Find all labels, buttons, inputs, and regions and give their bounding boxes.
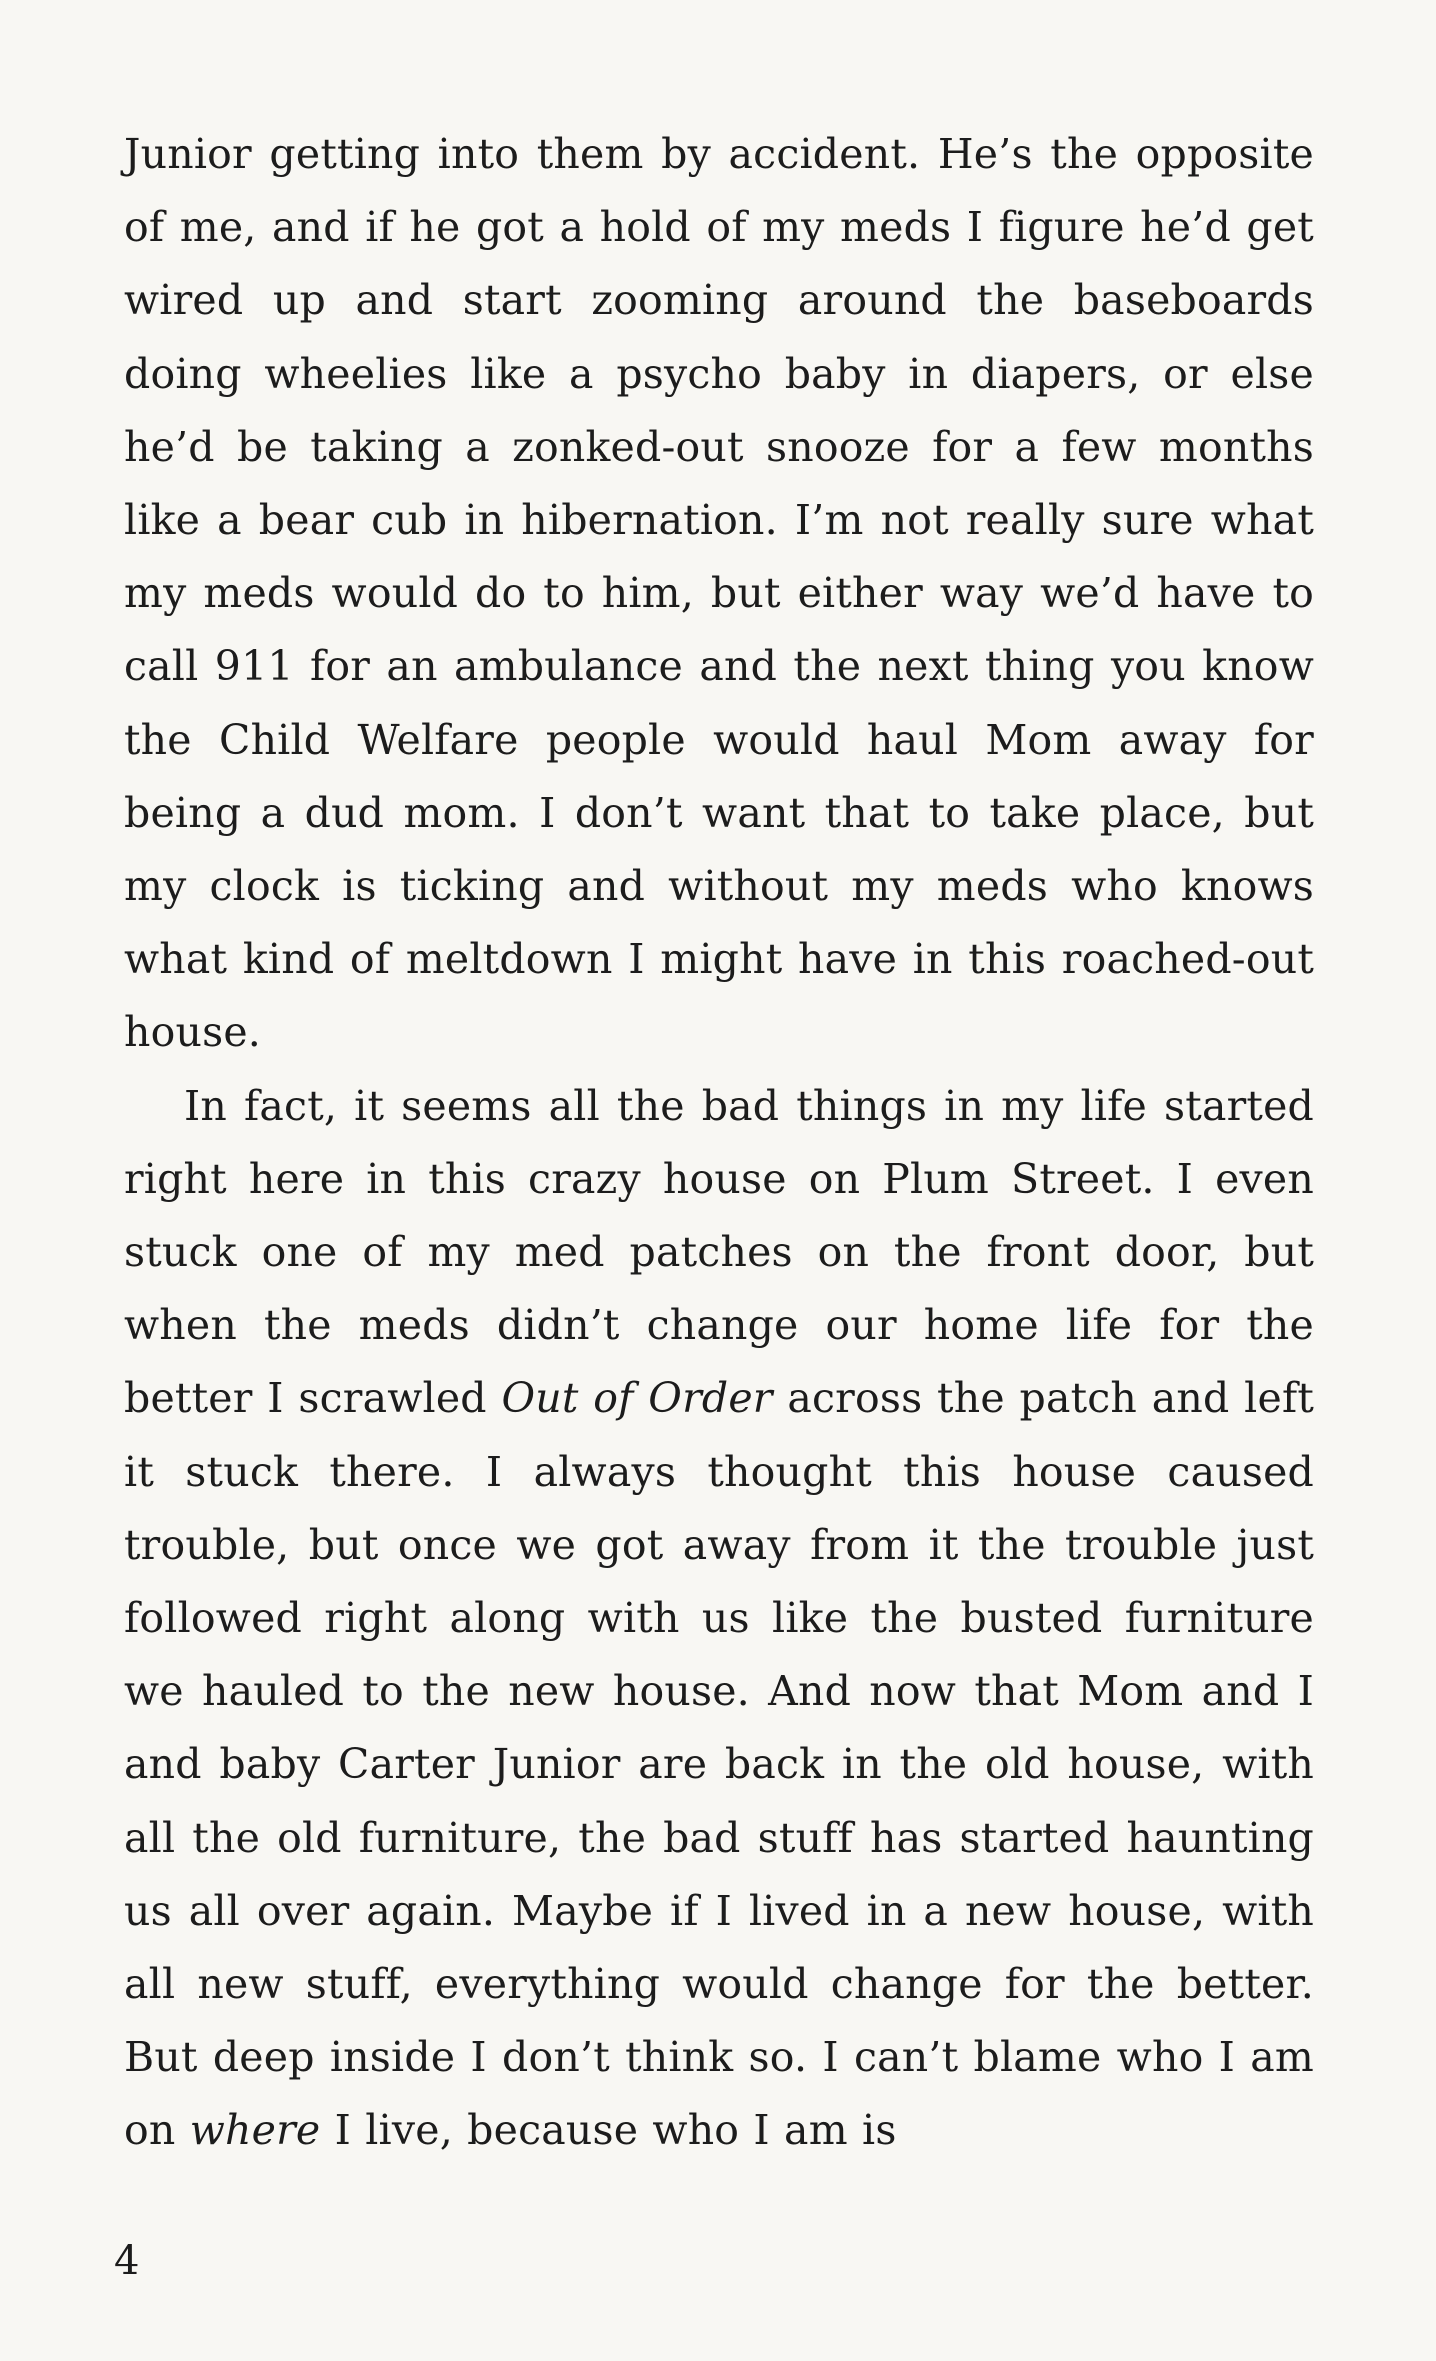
- italic-title-out-of-order: Out of Order: [501, 1374, 773, 1423]
- paragraph-2: [124, 1070, 1314, 2168]
- text-segment: across the patch and left it stuck there. I always thought this house caused trouble, but once we got away from it the trouble just followed right along with us like the busted furniture we hauled to the new house. And now that Mom and I and baby Carter Junior are back in the old house, with all the old furniture, the bad stuff has started haunting us all over again. Maybe if I lived in a new house, with all new stuff, everything would change for the better. But deep inside I don’t think so. I can’t blame who I am on: [124, 1374, 1315, 2155]
- paragraph-1: [124, 118, 1314, 1070]
- text-segment: In fact, it seems all the bad things in my life started right here in this crazy house on Plum Street. I even stuck one of my med patches on the front door, but when the meds didn’t change our home life for the better I scrawled: [124, 1081, 1314, 1423]
- body-text: [124, 118, 1314, 2168]
- text-segment: I live, because who I am is: [320, 2106, 897, 2155]
- text-segment: Junior getting into them by accident. He’s the opposite of me, and if he got a hold of my meds I figure he’d get wired up and start zooming around the baseboards doing wheelies like a psycho baby in diapers, or else he’d be taking a zonked-out snooze for a few months like a bear cub in hibernation. I’m not really sure what my meds would do to him, but either way we’d have to call 911 for an ambulance and the next thing you know the Child Welfare people would haul Mom away for being a dud mom. I don’t want that to take place, but my clock is ticking and without my meds who knows what kind of meltdown I might have in this roached-out house.: [124, 130, 1314, 1057]
- italic-word-where: where: [189, 2106, 321, 2155]
- page-number: 4: [114, 2238, 140, 2284]
